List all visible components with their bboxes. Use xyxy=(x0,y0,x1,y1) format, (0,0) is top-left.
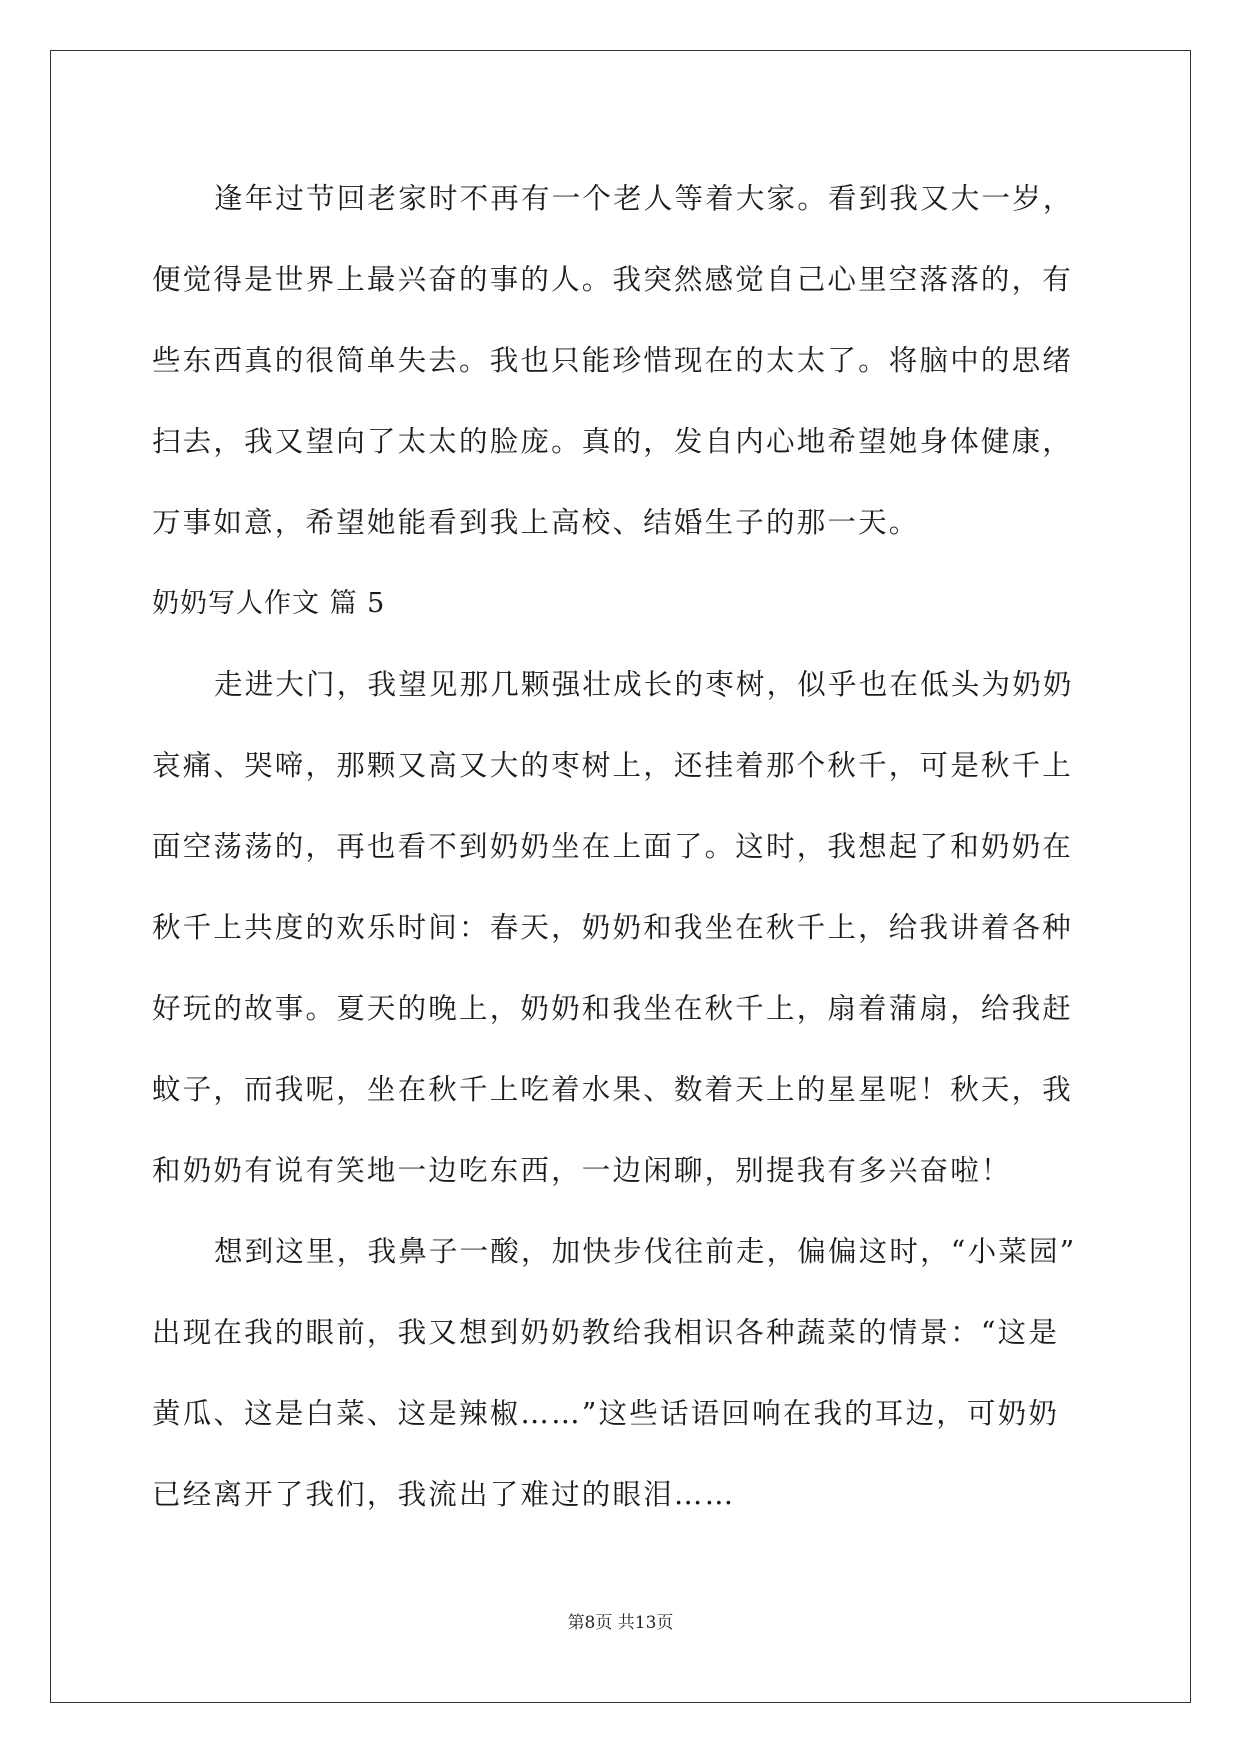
text-line: 面空荡荡的，再也看不到奶奶坐在上面了。这时，我想起了和奶奶在 xyxy=(152,830,1074,863)
document-body xyxy=(152,158,1092,1535)
text-line: 想到这里，我鼻子一酸，加快步伐往前走，偏偏这时，“小菜园” xyxy=(214,1235,1077,1268)
text-line: 已经离开了我们，我流出了难过的眼泪…… xyxy=(152,1478,736,1511)
text-line: 秋千上共度的欢乐时间：春天，奶奶和我坐在秋千上，给我讲着各种 xyxy=(152,911,1074,944)
text-line: 出现在我的眼前，我又想到奶奶教给我相识各种蔬菜的情景：“这是 xyxy=(152,1316,1060,1349)
text-line: 便觉得是世界上最兴奋的事的人。我突然感觉自己心里空落落的，有 xyxy=(152,263,1074,296)
page-number: 第8页 共13页 xyxy=(567,1613,674,1633)
text-line: 和奶奶有说有笑地一边吃东西，一边闲聊，别提我有多兴奋啦！ xyxy=(152,1154,1012,1187)
section-heading: 奶奶写人作文 篇 5 xyxy=(152,588,386,619)
text-line: 万事如意，希望她能看到我上高校、结婚生子的那一天。 xyxy=(152,506,920,539)
paragraph-2 xyxy=(152,644,1092,1211)
text-line: 黄瓜、这是白菜、这是辣椒……”这些话语回响在我的耳边，可奶奶 xyxy=(152,1397,1060,1430)
text-line: 扫去，我又望向了太太的脸庞。真的，发自内心地希望她身体健康， xyxy=(152,425,1074,458)
text-line: 蚊子，而我呢，坐在秋千上吃着水果、数着天上的星星呢！秋天，我 xyxy=(152,1073,1074,1106)
paragraph-3 xyxy=(152,1211,1092,1535)
text-line: 哀痛、哭啼，那颗又高又大的枣树上，还挂着那个秋千，可是秋千上 xyxy=(152,749,1074,782)
text-line: 逢年过节回老家时不再有一个老人等着大家。看到我又大一岁， xyxy=(214,182,1074,215)
paragraph-1 xyxy=(152,158,1092,563)
text-line: 些东西真的很简单失去。我也只能珍惜现在的太太了。将脑中的思绪 xyxy=(152,344,1074,377)
text-line: 好玩的故事。夏天的晚上，奶奶和我坐在秋千上，扇着蒲扇，给我赶 xyxy=(152,992,1074,1025)
text-line: 走进大门，我望见那几颗强壮成长的枣树，似乎也在低头为奶奶 xyxy=(214,668,1074,701)
